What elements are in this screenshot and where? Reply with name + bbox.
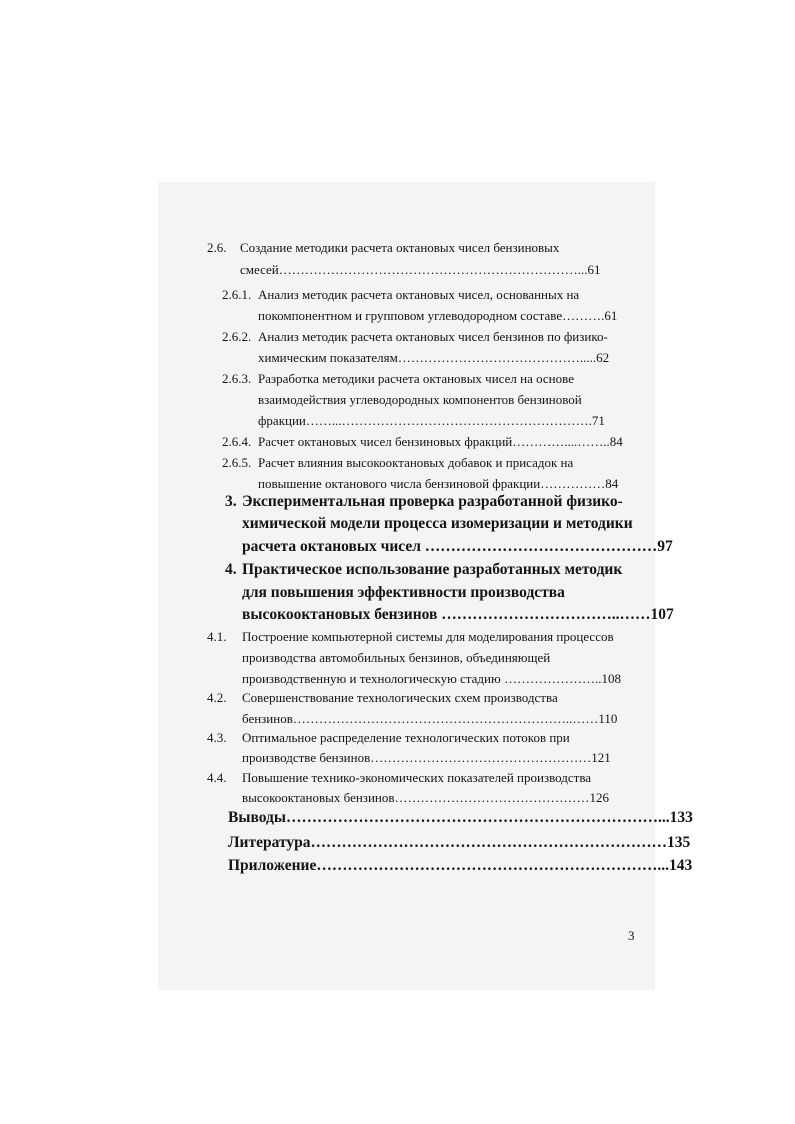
toc-title-leader: бензинов………………………………………………………..……110 [242, 711, 618, 726]
toc-title-leader: Расчет октановых чисел бензиновых фракций…………....……..84 [258, 434, 623, 449]
toc-title-leader: химическим показателям…………………………………….....62 [258, 350, 610, 365]
toc-number: 2.6.5. [222, 455, 252, 470]
toc-title-leader: производственную и технологическую стадию …………………..108 [242, 671, 621, 686]
toc-number: 2.6.4. [222, 434, 252, 449]
toc-title: Анализ методик расчета октановых чисел, основанных на [258, 287, 580, 302]
toc-title-cont: химической модели процесса изомеризации и методики [242, 515, 633, 532]
toc-number: 3. [225, 493, 237, 510]
toc-title-leader: расчета октановых чисел ………………………………………97 [242, 538, 673, 555]
toc-number: 2.6.3. [222, 371, 252, 386]
toc-number: 2.6.1. [222, 287, 252, 302]
toc-title-leader: фракции……...………………………………………………….71 [258, 413, 605, 428]
toc-title: Анализ методик расчета октановых чисел бензинов по физико- [258, 329, 608, 344]
toc-title-cont: для повышения эффективности производства [242, 584, 565, 601]
toc-title-leader: покомпонентном и групповом углеводородном составе……….61 [258, 308, 618, 323]
toc-title: Совершенствование технологических схем производства [242, 690, 558, 705]
toc-number: 2.6. [207, 240, 227, 255]
toc-appendix: Приложение…………………………………………………………...143 [228, 857, 693, 874]
toc-title-leader: производстве бензинов……………………………………………121 [242, 750, 611, 765]
toc-title: Расчет влияния высокооктановых добавок и присадок на [258, 455, 574, 470]
toc-title: Разработка методики расчета октановых чисел на основе [258, 371, 574, 386]
toc-title-leader: повышение октанового числа бензиновой фракции……………84 [258, 476, 619, 491]
toc-title-leader: высокооктановых бензинов………………………………………126 [242, 790, 609, 805]
toc-title-cont: взаимодействия углеводородных компонентов бензиновой [258, 392, 582, 407]
page-number: 3 [628, 928, 635, 943]
toc-number: 2.6.2. [222, 329, 252, 344]
toc-title-cont: производства автомобильных бензинов, объединяющей [242, 650, 551, 665]
toc-number: 4.2. [207, 690, 227, 705]
toc-title: Создание методики расчета октановых чисел бензиновых [240, 240, 560, 255]
toc-conclusions: Выводы………………………………………………………………...133 [228, 809, 693, 826]
toc-title: Повышение технико-экономических показателей производства [242, 770, 592, 785]
toc-title-leader: смесей……………………………………………………………...61 [240, 262, 601, 277]
toc-number: 4.3. [207, 730, 227, 745]
toc-title: Практическое использование разработанных методик [242, 561, 623, 578]
toc-title-leader: высокооктановых бензинов ……………………………..……107 [242, 606, 674, 623]
toc-number: 4.4. [207, 770, 227, 785]
toc-title: Построение компьютерной системы для моделирования процессов [242, 629, 614, 644]
toc-title: Оптимальное распределение технологических потоков при [242, 730, 570, 745]
toc-number: 4. [225, 561, 237, 578]
toc-number: 4.1. [207, 629, 227, 644]
toc-title: Экспериментальная проверка разработанной физико- [242, 493, 623, 510]
toc-literature: Литература……………………………………………………………135 [228, 834, 691, 851]
